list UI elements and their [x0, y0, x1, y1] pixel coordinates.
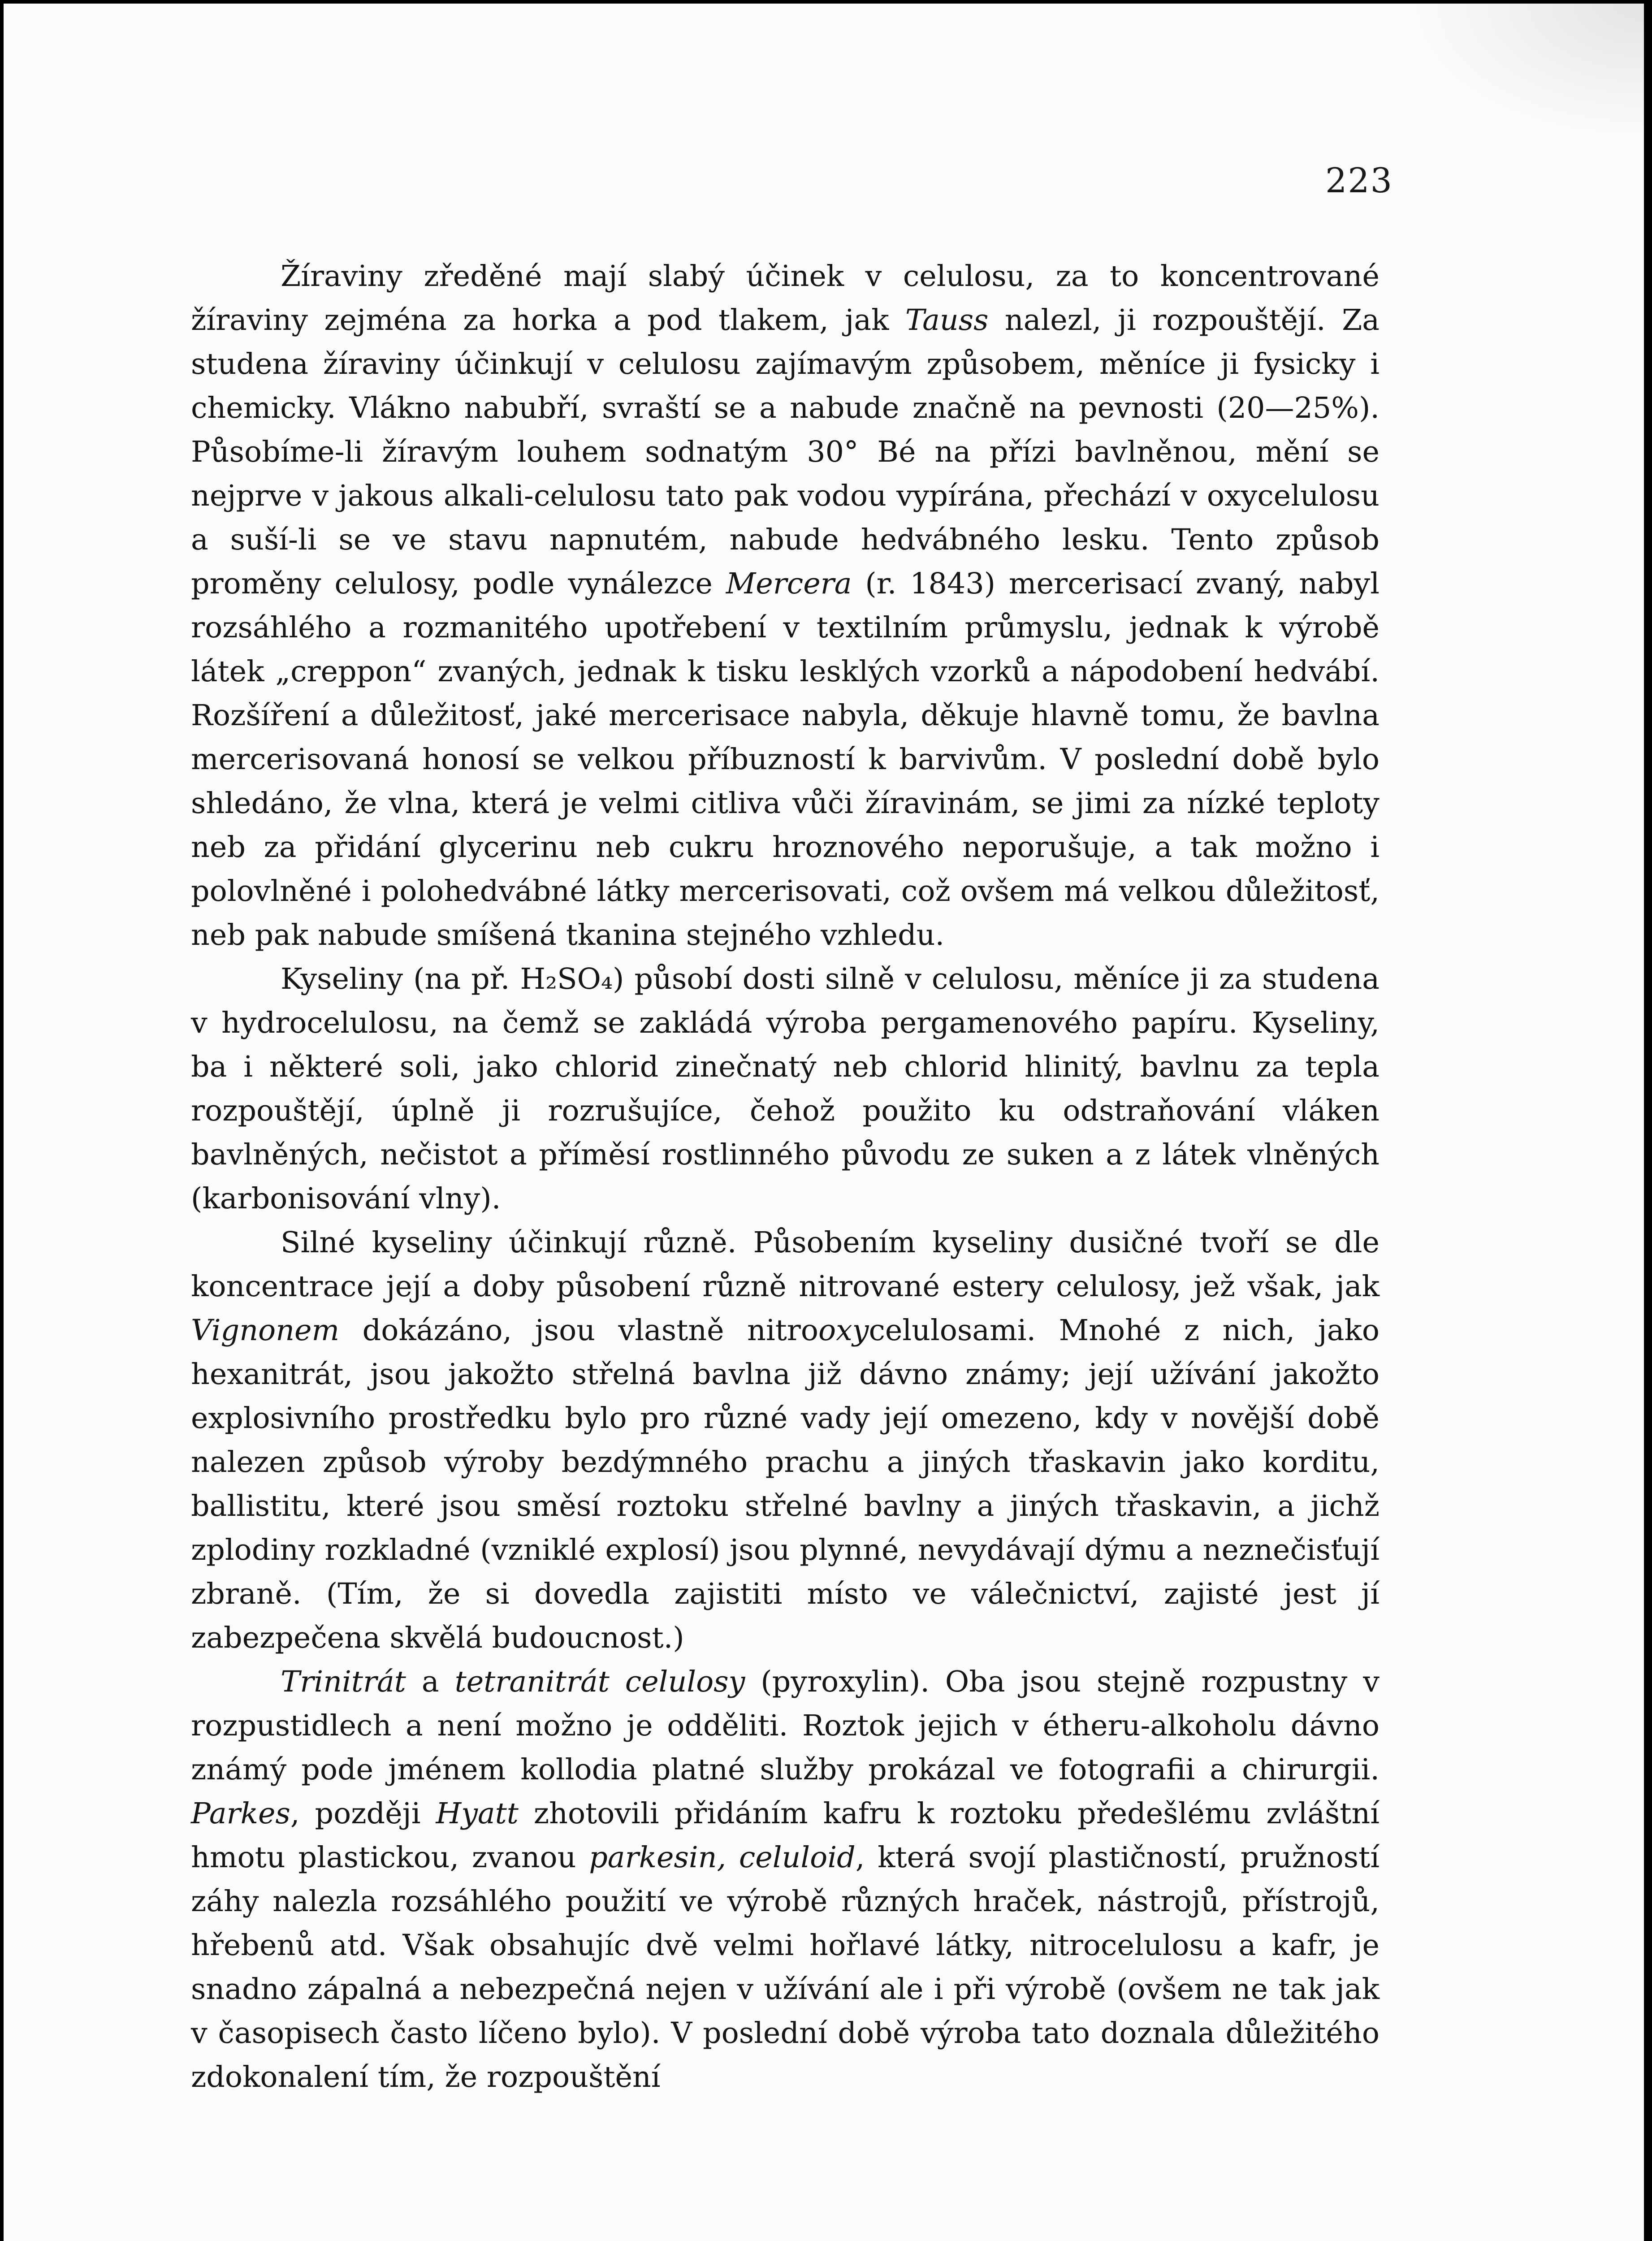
body-text — [191, 255, 1380, 2099]
text-run: celulosami. Mnohé z nich, jako hexanitrát, jsou jakožto střelná bavlna již dávno známy; její užívání jakožto explosivního prostředku bylo pro různé vady její omezeno, kdy v novější době nalezen způsob výroby bezdýmného prachu a jiných třaskavin jako korditu, ballistitu, které jsou směsí roztoku střelné bavlny a jiných třaskavin, a jichž zplodiny rozkladné (vzniklé explosí) jsou plynné, nevydávají dýmu a neznečisťují zbraně. (Tím, že si dovedla zajistiti místo ve válečnictví, zajisté jest jí zabezpečena skvělá budoucnost.) — [191, 1314, 1380, 1655]
scan-shadow — [1411, 4, 1644, 138]
text-run: (r. 1843) mercerisací zvaný, nabyl rozsáhlého a rozmanitého upotřebení v textilním průmyslu, jednak k výrobě látek „creppon“ zvaných, jednak k tisku lesklých vzorků a nápodobení hedvábí. Rozšíření a důležitosť, jaké mercerisace nabyla, děkuje hlavně tomu, že bavlna mercerisovaná honosí se velkou příbuzností k barvivům. V poslední době bylo shledáno, že vlna, která je velmi citliva vůči žíravinám, se jimi za nízké teploty neb za přidání glycerinu neb cukru hroznového neporušuje, a tak možno i polovlněné i polohedvábné látky mercerisovati, což ovšem má velkou důležitosť, neb pak nabude smíšená tkanina stejného vzhledu. — [191, 567, 1380, 952]
italic-term: tetranitrát celulosy — [454, 1665, 745, 1699]
italic-name: Mercera — [726, 567, 852, 601]
text-run: zhotovili přidáním kafru k roztoku předešlému zvláštní hmotu plastickou, zvanou — [191, 1797, 1380, 1874]
italic-name: Vignonem — [191, 1314, 340, 1347]
italic-name: Hyatt — [436, 1797, 519, 1830]
text-run: dokázáno, jsou vlastně nitro — [339, 1314, 818, 1347]
text-run: Silné kyseliny účinkují různě. Působením kyseliny dusičné tvoří se dle koncentrace její a doby působení různě nitrované estery celulosy, jež však, jak — [191, 1226, 1380, 1303]
paragraph-acids — [191, 957, 1380, 1221]
italic-term: Trinitrát — [281, 1665, 406, 1699]
text-run: (pyroxylin). Oba jsou stejně rozpustny v rozpustidlech a není možno je odděliti. Roztok jejich v étheru-alkoholu dávno známý pode jménem kollodia platné služby prokázal ve fotografii a chirurgii. — [191, 1665, 1380, 1787]
text-run: , později — [290, 1797, 436, 1830]
text-run: Kyseliny (na př. H₂SO₄) působí dosti silně v celulosu, měníce ji za studena v hydrocelulosu, na čemž se zakládá výroba pergamenového papíru. Kyseliny, ba i některé soli, jako chlorid zinečnatý neb chlorid hlinitý, bavlnu za tepla rozpouštějí, úplně ji rozrušujíce, čehož použito ku odstraňování vláken bavlněných, nečistot a příměsí rostlinného původu ze suken a z látek vlněných (karbonisování vlny). — [191, 962, 1380, 1216]
page-number: 223 — [1325, 160, 1393, 200]
text-run: Žíraviny zředěné mají slabý účinek v celulosu, za to koncentrované žíraviny zejména za horka a pod tlakem, jak — [191, 260, 1380, 337]
italic-term: oxy — [818, 1314, 869, 1347]
paragraph-strong-acids — [191, 1221, 1380, 1660]
italic-name: Tauss — [905, 303, 989, 337]
italic-name: Parkes — [191, 1797, 290, 1830]
text-run: nalezl, ji rozpouštějí. Za studena žíraviny účinkují v celulosu zajímavým způsobem, měníce ji fysicky i chemicky. Vlákno nabubří, svraští se a nabude značně na pevnosti (20—25%). Působíme-li žíravým louhem sodnatým 30° Bé na přízi bavlněnou, mění se nejprve v jakous alkali-celulosu tato pak vodou vypírána, přechází v oxycelulosu a suší-li se ve stavu napnutém, nabude hedvábného lesku. Tento způsob proměny celulosy, podle vynálezce — [191, 303, 1380, 601]
text-run: a — [406, 1665, 455, 1699]
italic-term: parkesin, celuloid — [589, 1841, 856, 1874]
paragraph-nitrates — [191, 1660, 1380, 2099]
book-page — [4, 4, 1644, 2241]
paragraph-alkalis — [191, 255, 1380, 957]
text-run: , která svojí plastičností, pružností záhy nalezla rozsáhlého použití ve výrobě různých hraček, nástrojů, přístrojů, hřebenů atd. Však obsahujíc dvě velmi hořlavé látky, nitrocelulosu a kafr, je snadno zápalná a nebezpečná nejen v užívání ale i při výrobě (ovšem ne tak jak v časopisech často líčeno bylo). V poslední době výroba tato doznala důležitého zdokonalení tím, že rozpouštění — [191, 1841, 1380, 2094]
